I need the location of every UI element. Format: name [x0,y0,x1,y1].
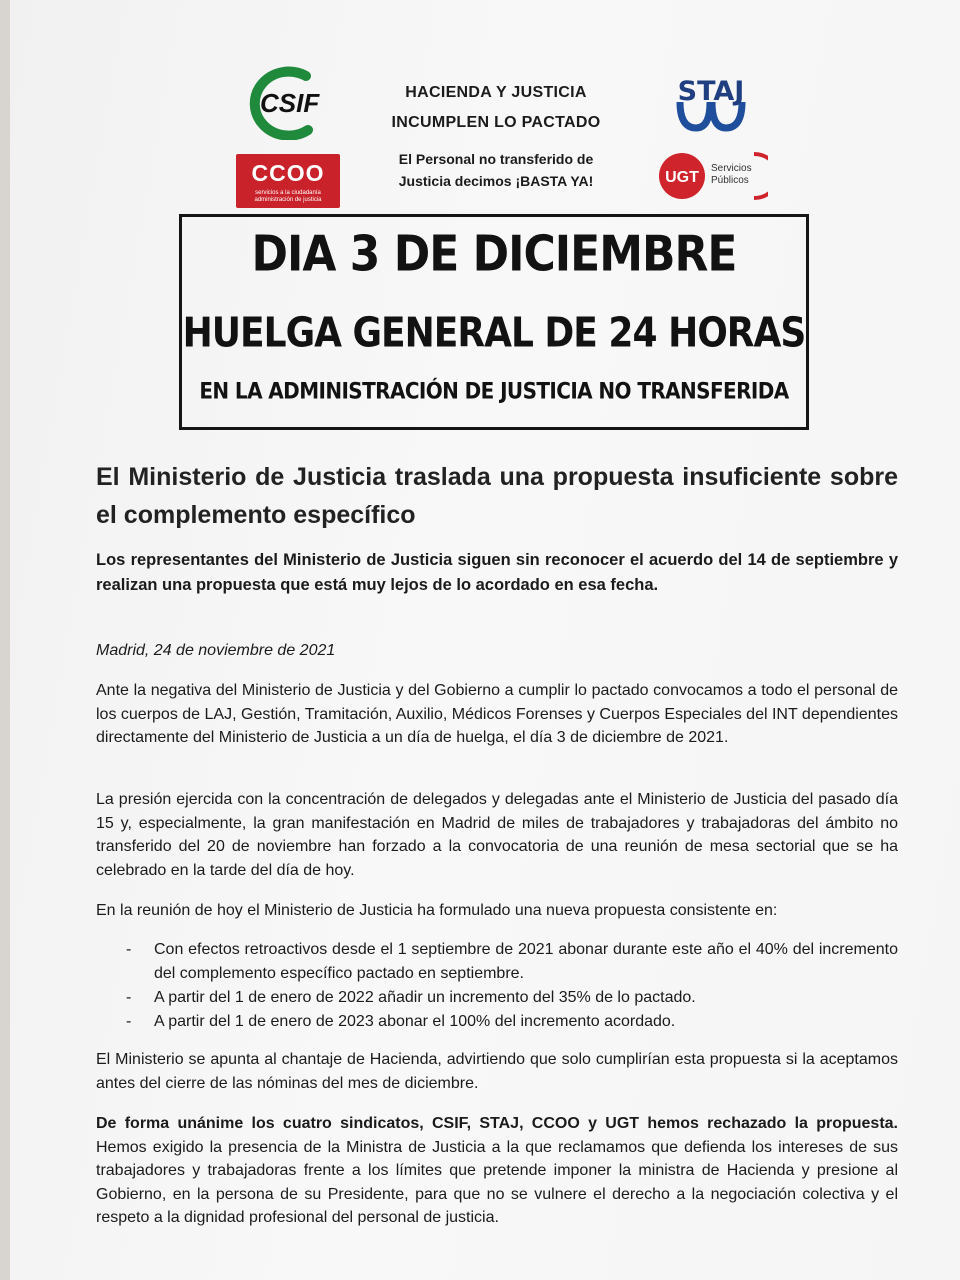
paragraph-5-rest: Hemos exigido la presencia de la Ministra de Justicia a la que reclamamos que defienda los intereses de sus trabajadores y trabajadoras frente a los límites que pretende imponer la ministra de Hacienda y presione al Gobierno, en la persona de su Presidente, para que no se vulnere el derecho a la negociación colectiva y el respeto a la dignidad profesional del personal de justicia. [96,1138,898,1226]
ugt-logo-tagline: Servicios Públicos [711,163,752,186]
article-dateline: Madrid, 24 de noviembre de 2021 [96,642,336,659]
ccoo-logo-text: CCOO [251,160,325,186]
ccoo-logo-tagline: servicios a la ciudadanía administración de justicia [254,190,322,203]
paragraph-5 [96,1112,898,1230]
ugt-logo [656,150,768,202]
strike-date: DIA 3 DE DICIEMBRE [251,225,737,284]
paragraph-3: En la reunión de hoy el Ministerio de Justicia ha formulado una nueva propuesta consistente en: [96,902,778,919]
ccoo-logo [236,154,340,208]
article-headline: El Ministerio de Justicia traslada una propuesta insuficiente sobre el complemento específico [96,463,898,529]
strike-scope: EN LA ADMINISTRACIÓN DE JUSTICIA NO TRANSFERIDA [199,377,789,405]
staj-logo-text: STAJ [677,76,745,107]
list-item: - A partir del 1 de enero de 2022 añadir un incremento del 35% de lo pactado. [126,989,696,1006]
csif-logo-text: CSIF [260,88,320,118]
proposal-list [96,938,898,1034]
strike-banner [179,214,809,430]
strike-title: HUELGA GENERAL DE 24 HORAS [182,309,806,358]
paragraph-5-emphasis: De forma unánime los cuatro sindicatos, CSIF, STAJ, CCOO y UGT hemos rechazado la propuesta. [96,1115,898,1132]
header-line-2: INCUMPLEN LO PACTADO [391,114,601,131]
csif-logo [246,66,330,140]
paragraph-1: Ante la negativa del Ministerio de Justicia y del Gobierno a cumplir lo pactado convocamos a todo el personal de los cuerpos de LAJ, Gestión, Tramitación, Auxilio, Médicos Forenses y Cuerpos Especiales del INT dependientes directamente del Ministerio de Justicia a un día de huelga, el día 3 de diciembre de 2021. [96,682,898,746]
ugt-logo-text: UGT [665,169,699,186]
header-sub-1: El Personal no transferido de [398,151,594,167]
list-item: - A partir del 1 de enero de 2023 abonar el 100% del incremento acordado. [126,1013,676,1030]
article-lead: Los representantes del Ministerio de Justicia siguen sin reconocer el acuerdo del 14 de septiembre y realizan una propuesta que está muy lejos de lo acordado en esa fecha. [96,551,898,594]
list-item: - Con efectos retroactivos desde el 1 septiembre de 2021 abonar durante este año el 40% del incremento del complemento específico pactado en septiembre. [126,941,898,982]
staj-logo [676,62,746,132]
header-sub-2: Justicia decimos ¡BASTA YA! [398,173,594,189]
paragraph-4: El Ministerio se apunta al chantaje de Hacienda, advirtiendo que solo cumplirían esta propuesta si la aceptamos antes del cierre de las nóminas del mes de diciembre. [96,1051,898,1092]
header-line-1: HACIENDA Y JUSTICIA [405,84,587,101]
paragraph-2: La presión ejercida con la concentración de delegados y delegadas ante el Ministerio de Justicia del pasado día 15 y, especialmente, la gran manifestación en Madrid de miles de trabajadores y trabajadoras del ámbito no transferido del 20 de noviembre han forzado a la convocatoria de una reunión de mesa sectorial que se ha celebrado en la tarde del día de hoy. [96,791,898,879]
